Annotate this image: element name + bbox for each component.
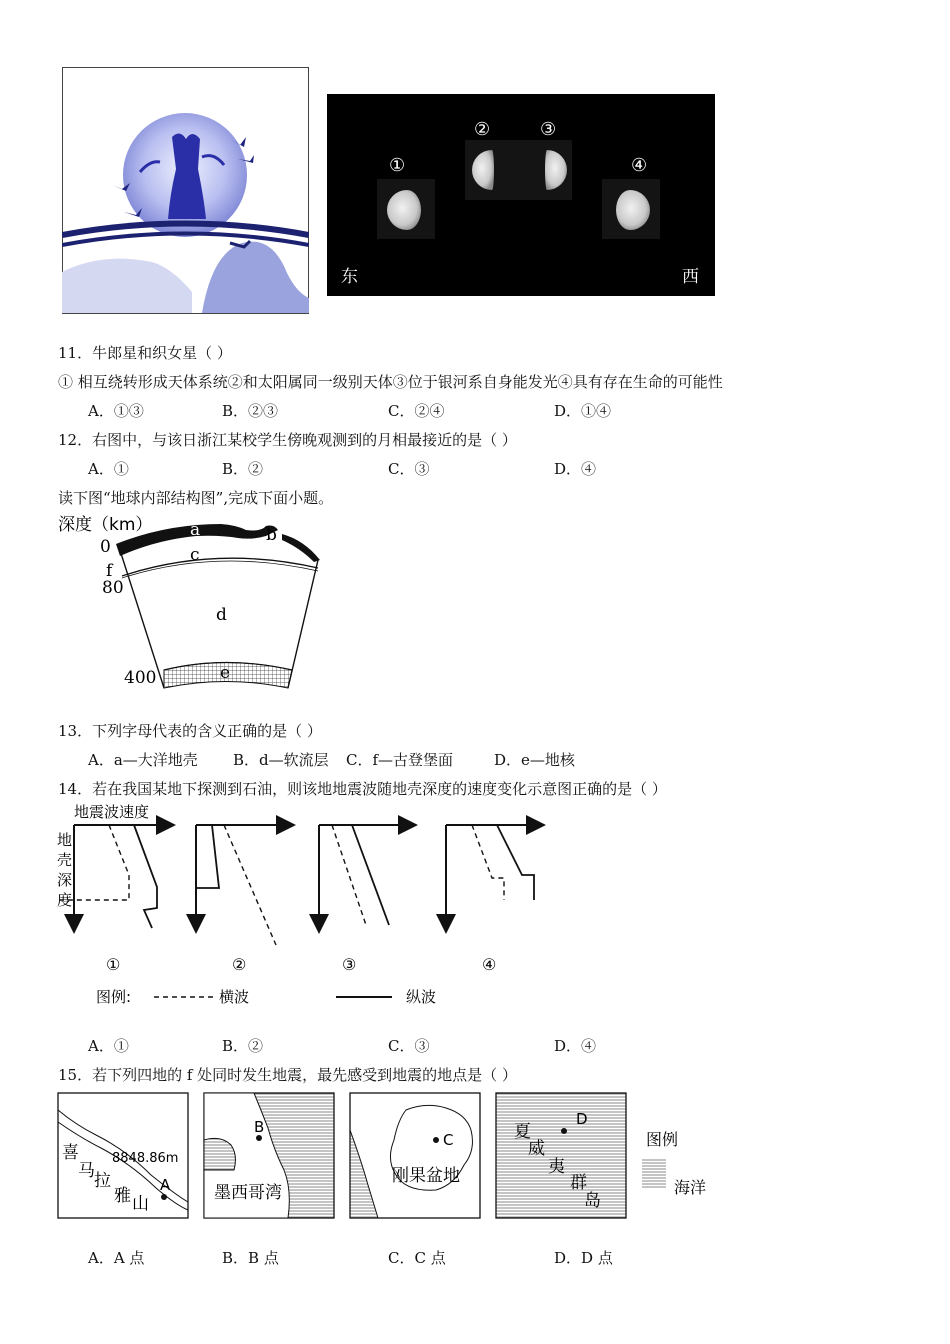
map1-char-5: 山: [132, 1194, 149, 1214]
moon-label-4: ④: [631, 155, 648, 176]
depth-axis-label: 深度（km）: [58, 515, 153, 535]
q14-option-b[interactable]: B．②: [222, 1037, 264, 1055]
label-b: b: [266, 525, 277, 545]
q15-option-b[interactable]: B．B 点: [222, 1249, 279, 1267]
label-c: c: [190, 545, 200, 565]
q15-stem: 15．若下列四地的 f 处同时发生地震，最先感受到地震的地点是（ ）: [58, 1066, 517, 1084]
tick-400: 400: [124, 668, 157, 688]
label-f: f: [106, 561, 113, 581]
q13-stem: 13．下列字母代表的含义正确的是（ ）: [58, 722, 322, 740]
q11-statements: ① 相互绕转形成天体系统②和太阳属同一级别天体③位于银河系自身能发光④具有存在生命的可能性: [58, 373, 723, 391]
map1-char-3: 拉: [94, 1171, 111, 1191]
map-legend-ocean: 海洋: [674, 1178, 707, 1197]
moon-label-1: ①: [389, 155, 406, 176]
graph-label-4: ④: [482, 955, 497, 974]
map3-name: 刚果盆地: [392, 1166, 460, 1186]
q12-option-b[interactable]: B．②: [222, 460, 264, 478]
legend-title: 图例:: [96, 988, 132, 1006]
map4-char-3: 夷: [548, 1157, 565, 1177]
q12-option-c[interactable]: C．③: [388, 460, 430, 478]
q15-option-d[interactable]: D．D 点: [554, 1249, 613, 1267]
map2-name: 墨西哥湾: [214, 1183, 282, 1203]
map4-char-1: 夏: [514, 1122, 531, 1142]
q13-option-c[interactable]: C．f—古登堡面: [346, 751, 454, 769]
q15-option-a[interactable]: A．A 点: [88, 1249, 145, 1267]
seismic-wave-graphs: [54, 800, 574, 1020]
east-label: 东: [341, 267, 358, 287]
axis-y-char-2: 壳: [57, 851, 73, 869]
legend-dashed-label: 横波: [219, 988, 250, 1006]
legend-solid-label: 纵波: [406, 988, 437, 1006]
q13-option-a[interactable]: A．a—大洋地壳: [88, 751, 198, 769]
q14-option-d[interactable]: D．④: [554, 1037, 597, 1055]
q11-option-c[interactable]: C．②④: [388, 402, 445, 420]
map1-char-1: 喜: [62, 1143, 79, 1163]
map1-elevation: 8848.86m: [112, 1151, 179, 1166]
label-e: e: [220, 663, 231, 683]
moon-label-2: ②: [474, 119, 491, 140]
axis-y-char-4: 度: [57, 891, 73, 909]
q11-option-a[interactable]: A．①③: [88, 402, 144, 420]
axis-y-char-3: 深: [57, 871, 73, 889]
tick-0: 0: [100, 537, 111, 557]
map4-char-5: 岛: [584, 1191, 601, 1211]
axis-x-label: 地震波速度: [74, 803, 150, 821]
q13-option-d[interactable]: D．e—地核: [494, 751, 575, 769]
q12-option-a[interactable]: A．①: [88, 460, 129, 478]
q12-stem: 12．右图中，与该日浙江某校学生傍晚观测到的月相最接近的是（ ）: [58, 431, 517, 449]
q15-option-c[interactable]: C．C 点: [388, 1249, 446, 1267]
q12-option-d[interactable]: D．④: [554, 460, 597, 478]
map-legend-title: 图例: [646, 1130, 679, 1149]
map4-point: D: [576, 1110, 588, 1128]
q11-option-b[interactable]: B．②③: [222, 402, 279, 420]
map1-char-4: 雅: [114, 1186, 131, 1206]
map4-char-2: 威: [528, 1139, 545, 1159]
graph-label-2: ②: [232, 955, 247, 974]
map3-point: C: [443, 1131, 454, 1149]
q11-option-d[interactable]: D．①④: [554, 402, 612, 420]
q14-stem: 14．若在我国某地下探测到石油，则该地地震波随地壳深度的速度变化示意图正确的是（ ）: [58, 780, 667, 798]
qixi-illustration: [62, 67, 309, 314]
west-label: 西: [682, 267, 699, 287]
moon-label-3: ③: [540, 119, 557, 140]
earth-structure-diagram: [56, 510, 336, 700]
q13-option-b[interactable]: B．d—软流层: [233, 751, 329, 769]
graph-label-3: ③: [342, 955, 357, 974]
q14-option-a[interactable]: A．①: [88, 1037, 129, 1055]
label-a: a: [190, 520, 201, 540]
map1-char-2: 马: [78, 1161, 95, 1181]
map2-point: B: [254, 1118, 265, 1136]
q14-option-c[interactable]: C．③: [388, 1037, 430, 1055]
axis-y-char-1: 地: [57, 831, 73, 849]
graph-label-1: ①: [106, 955, 121, 974]
map4-char-4: 群: [570, 1173, 587, 1193]
label-d: d: [216, 605, 227, 625]
moon-phase-photo: [327, 94, 715, 296]
q11-stem: 11．牛郎星和织女星（ ）: [58, 344, 232, 362]
map1-point: A: [160, 1176, 171, 1194]
location-maps: [56, 1090, 736, 1224]
reading-intro: 读下图“地球内部结构图”,完成下面小题。: [58, 489, 334, 507]
tick-80: 80: [102, 578, 124, 598]
